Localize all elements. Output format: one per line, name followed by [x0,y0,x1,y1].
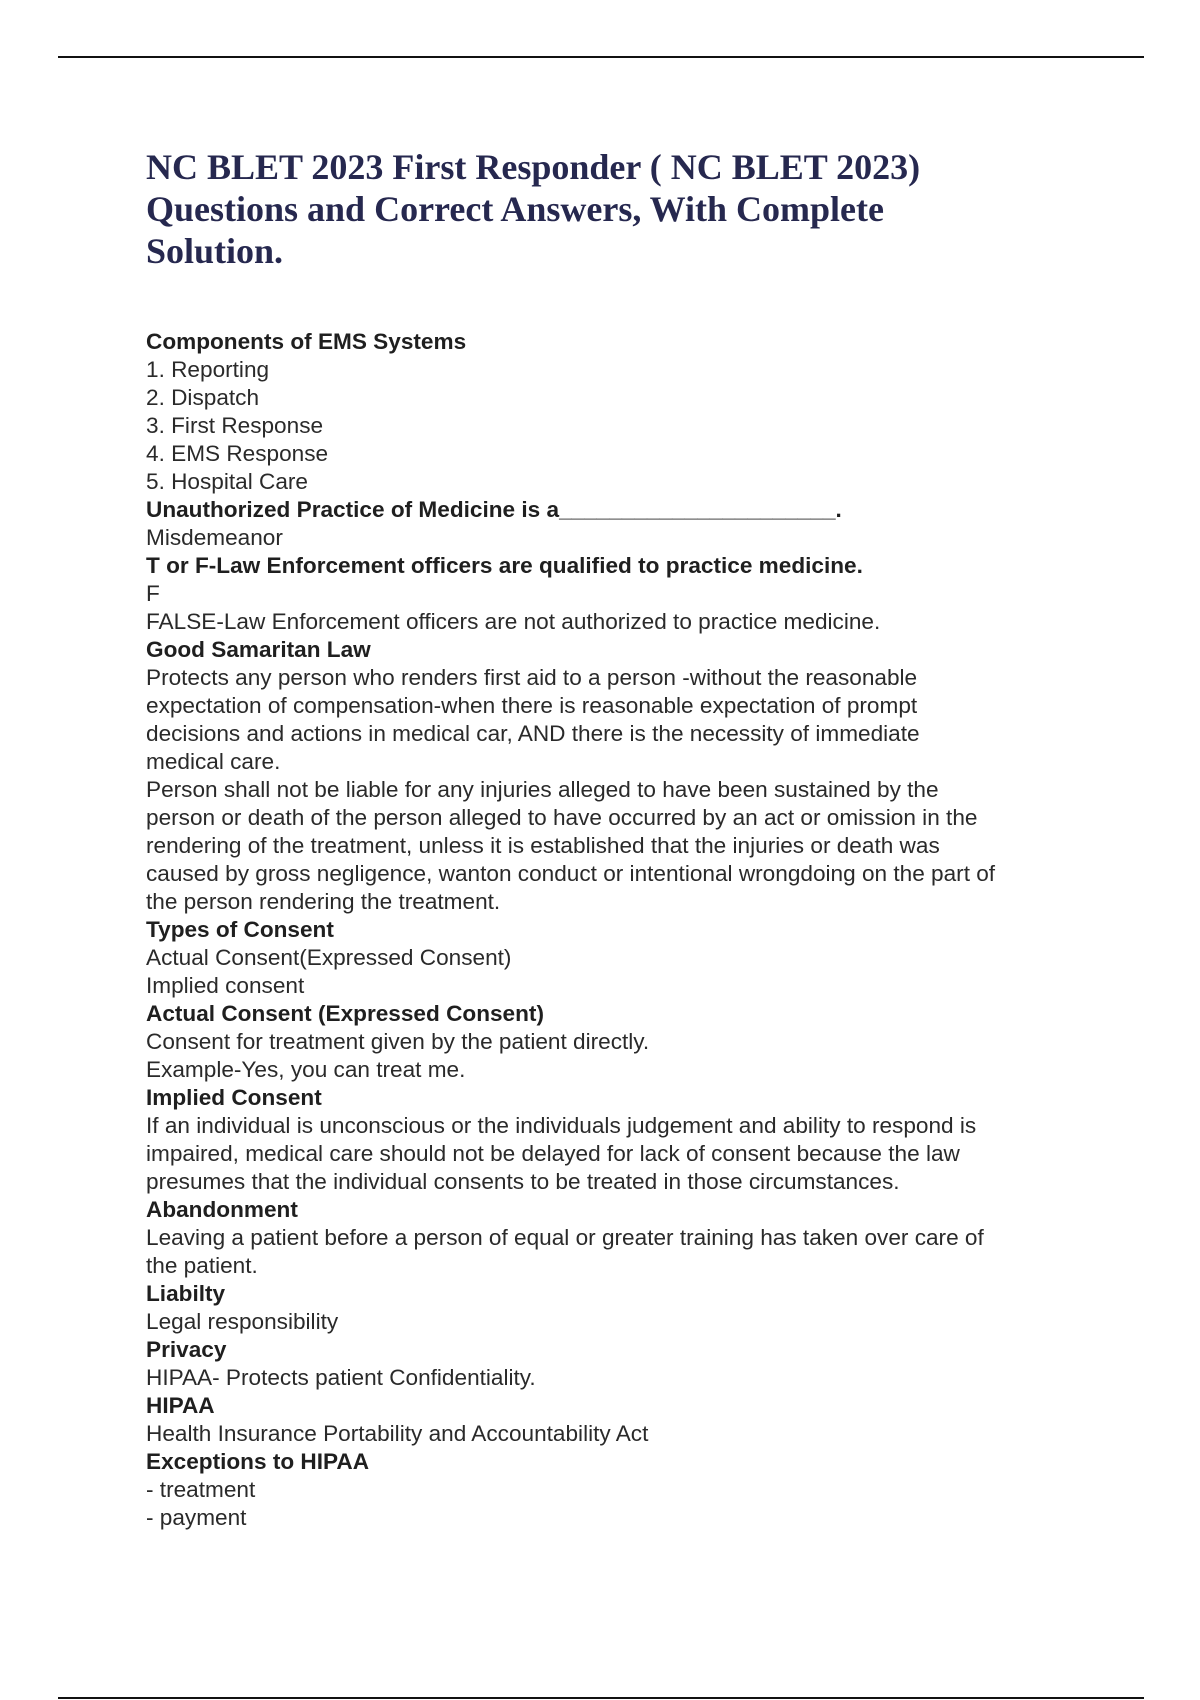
answer-line: expectation of compensation-when there is reasonable expectation of prompt [146,693,918,718]
title-line: Solution. [146,231,284,271]
answer-line: Legal responsibility [146,1309,339,1334]
answer-line: 3. First Response [146,413,324,438]
header-rule [58,56,1144,58]
answer-line: Example-Yes, you can treat me. [146,1057,466,1082]
answer-line: - treatment [146,1477,256,1502]
question-heading: Abandonment [146,1197,298,1222]
question-heading: T or F-Law Enforcement officers are qualified to practice medicine. [146,553,863,578]
question-heading: Unauthorized Practice of Medicine is a______________________. [146,497,842,522]
question-heading: Exceptions to HIPAA [146,1449,370,1474]
answer-line: the person rendering the treatment. [146,889,501,914]
answer-line: medical care. [146,749,281,774]
question-heading: Implied Consent [146,1085,322,1110]
question-heading: Actual Consent (Expressed Consent) [146,1001,544,1026]
answer-line: Leaving a patient before a person of equal or greater training has taken over care of [146,1225,984,1250]
answer-line: Actual Consent(Expressed Consent) [146,945,512,970]
answer-line: 1. Reporting [146,357,270,382]
answer-line: Person shall not be liable for any injuries alleged to have been sustained by the [146,777,939,802]
answer-line: decisions and actions in medical car, AND there is the necessity of immediate [146,721,920,746]
answer-line: FALSE-Law Enforcement officers are not authorized to practice medicine. [146,609,881,634]
answer-line: Consent for treatment given by the patient directly. [146,1029,650,1054]
answer-line: - payment [146,1505,247,1530]
answer-line: caused by gross negligence, wanton conduct or intentional wrongdoing on the part of [146,861,996,886]
question-heading: Liabilty [146,1281,226,1306]
answer-line: 5. Hospital Care [146,469,308,494]
answer-line: Implied consent [146,973,305,998]
answer-line: impaired, medical care should not be delayed for lack of consent because the law [146,1141,960,1166]
answer-line: rendering of the treatment, unless it is established that the injuries or death was [146,833,940,858]
answer-line: F [146,581,160,606]
question-heading: Good Samaritan Law [146,637,371,662]
question-heading: Privacy [146,1337,227,1362]
title-line: NC BLET 2023 First Responder ( NC BLET 2023) [146,147,921,187]
answer-line: Health Insurance Portability and Accountability Act [146,1421,649,1446]
title-line: Questions and Correct Answers, With Complete [146,189,884,229]
answer-line: person or death of the person alleged to have occurred by an act or omission in the [146,805,978,830]
answer-line: If an individual is unconscious or the individuals judgement and ability to respond is [146,1113,977,1138]
answer-line: Misdemeanor [146,525,283,550]
footer-rule [58,1697,1144,1699]
qa-content [146,328,1076,1532]
answer-line: Protects any person who renders first aid to a person -without the reasonable [146,665,918,690]
question-heading: Types of Consent [146,917,334,942]
answer-line: 4. EMS Response [146,441,329,466]
question-heading: HIPAA [146,1393,215,1418]
answer-line: HIPAA- Protects patient Confidentiality. [146,1365,536,1390]
answer-line: presumes that the individual consents to be treated in those circumstances. [146,1169,900,1194]
answer-line: 2. Dispatch [146,385,260,410]
document-title [146,146,1026,272]
question-heading: Components of EMS Systems [146,329,467,354]
answer-line: the patient. [146,1253,258,1278]
